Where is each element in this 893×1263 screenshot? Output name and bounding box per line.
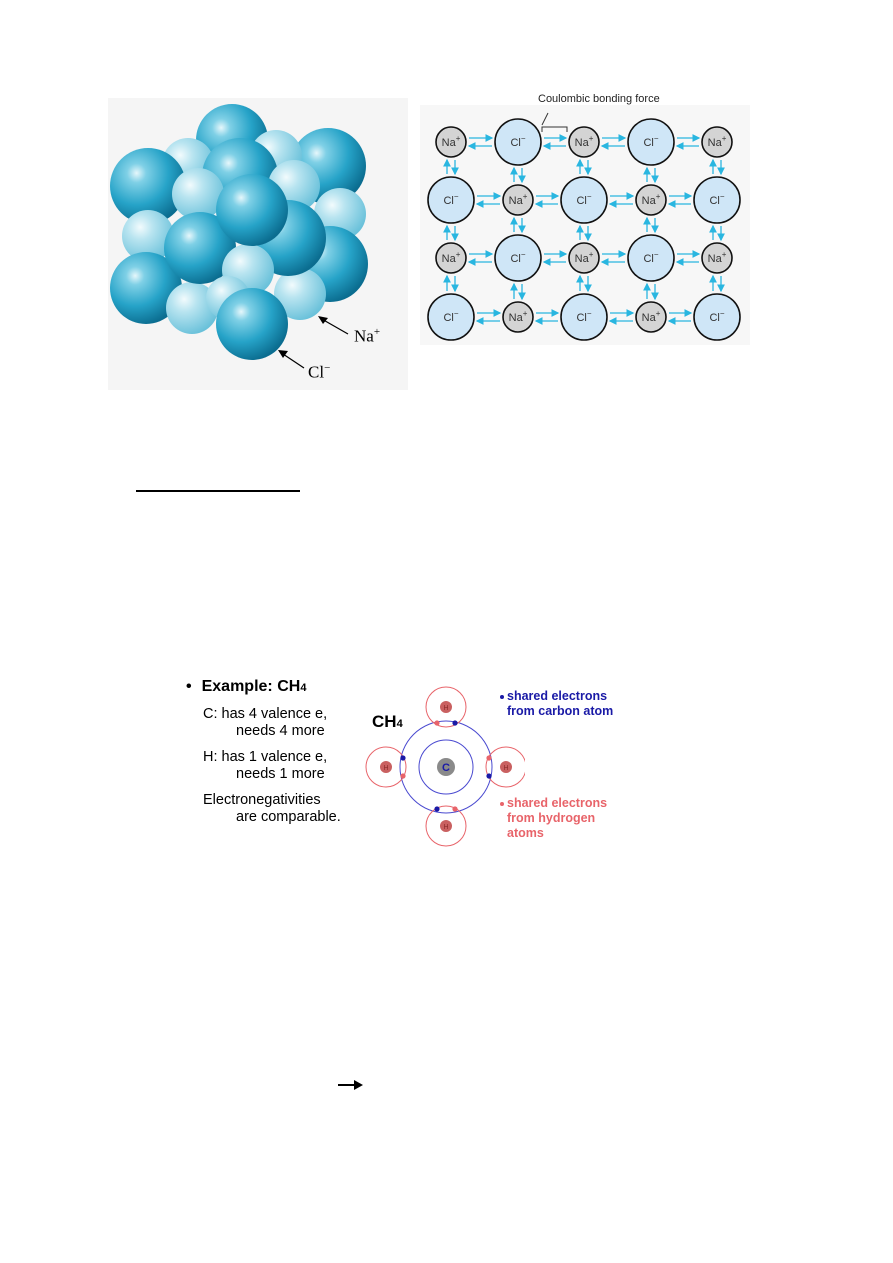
cl-ion [428,294,474,340]
na-ion [702,243,732,273]
na-ion-label: Na+ [641,192,661,207]
cl-ion [428,177,474,223]
cl-ion [694,294,740,340]
hydrogen-valence-note: H: has 1 valence e, needs 1 more [203,749,328,782]
carbon-electron [452,720,457,725]
cl-ion-label: Cl− [308,362,331,382]
cl-ion [628,119,674,165]
hydrogen-electron [434,720,439,725]
na-ion-label: Na+ [508,309,528,324]
lattice-title: Coulombic bonding force [538,93,660,105]
na-ion-label: Na+ [641,309,661,324]
na-ion [636,302,666,332]
example-heading: • Example: CH4 [186,678,307,695]
na-ion [436,127,466,157]
cl-ion [694,177,740,223]
right-arrow-icon [338,1078,364,1092]
hydrogen-electron [400,773,405,778]
legend-hydrogen-electrons: shared electrons from hydrogen atoms [500,796,607,841]
cl-ion-label: Cl− [510,250,526,265]
cl-ion-label: Cl− [443,309,459,324]
electronegativity-note: Electronegativities are comparable. [203,792,341,825]
legend-dot-carbon [500,695,504,699]
heading-underline [136,490,300,492]
cl-ion-label: Cl− [576,192,592,207]
ch4-diagram-title: CH4 [372,712,403,731]
carbon-electron [434,806,439,811]
cl-ion [561,294,607,340]
carbon-valence-note: C: has 4 valence e, needs 4 more [203,706,328,739]
ch4-example-text [186,678,341,826]
cl-ion [561,177,607,223]
hydrogen-symbol: H [503,765,509,772]
legend-dot-hydrogen [500,802,504,806]
legend-carbon-electrons: shared electrons from carbon atom [500,689,613,719]
hydrogen-electron [452,806,457,811]
na-ion [636,185,666,215]
na-ion-label: Na+ [574,250,594,265]
hydrogen-symbol: H [443,824,449,831]
cl-ion-sphere [216,174,288,246]
cl-ion-label: Cl− [510,134,526,149]
na-ion-label: Na+ [508,192,528,207]
carbon-electron [486,773,491,778]
hydrogen-electron [486,755,491,760]
cl-ion-label: Cl− [709,192,725,207]
na-ion [569,243,599,273]
cl-ion-label: Cl− [643,134,659,149]
cl-ion-label: Cl− [443,192,459,207]
na-ion [503,185,533,215]
na-ion-label: Na+ [707,250,727,265]
na-ion [569,127,599,157]
cl-ion-label: Cl− [643,250,659,265]
cl-ion [495,235,541,281]
cl-ion-label: Cl− [709,309,725,324]
na-ion [436,243,466,273]
na-ion-label: Na+ [707,134,727,149]
hydrogen-symbol: H [383,765,389,772]
cl-ion-label: Cl− [576,309,592,324]
carbon-electron [400,755,405,760]
na-ion [702,127,732,157]
cl-ion-sphere [216,288,288,360]
na-ion-label: Na+ [354,326,381,346]
hydrogen-symbol: H [443,705,449,712]
carbon-symbol: C [442,762,450,774]
coulombic-lattice-figure [420,105,750,345]
cl-ion [628,235,674,281]
cl-ion [495,119,541,165]
na-ion [503,302,533,332]
na-ion-label: Na+ [441,134,461,149]
na-ion-label: Na+ [574,134,594,149]
na-ion-label: Na+ [441,250,461,265]
